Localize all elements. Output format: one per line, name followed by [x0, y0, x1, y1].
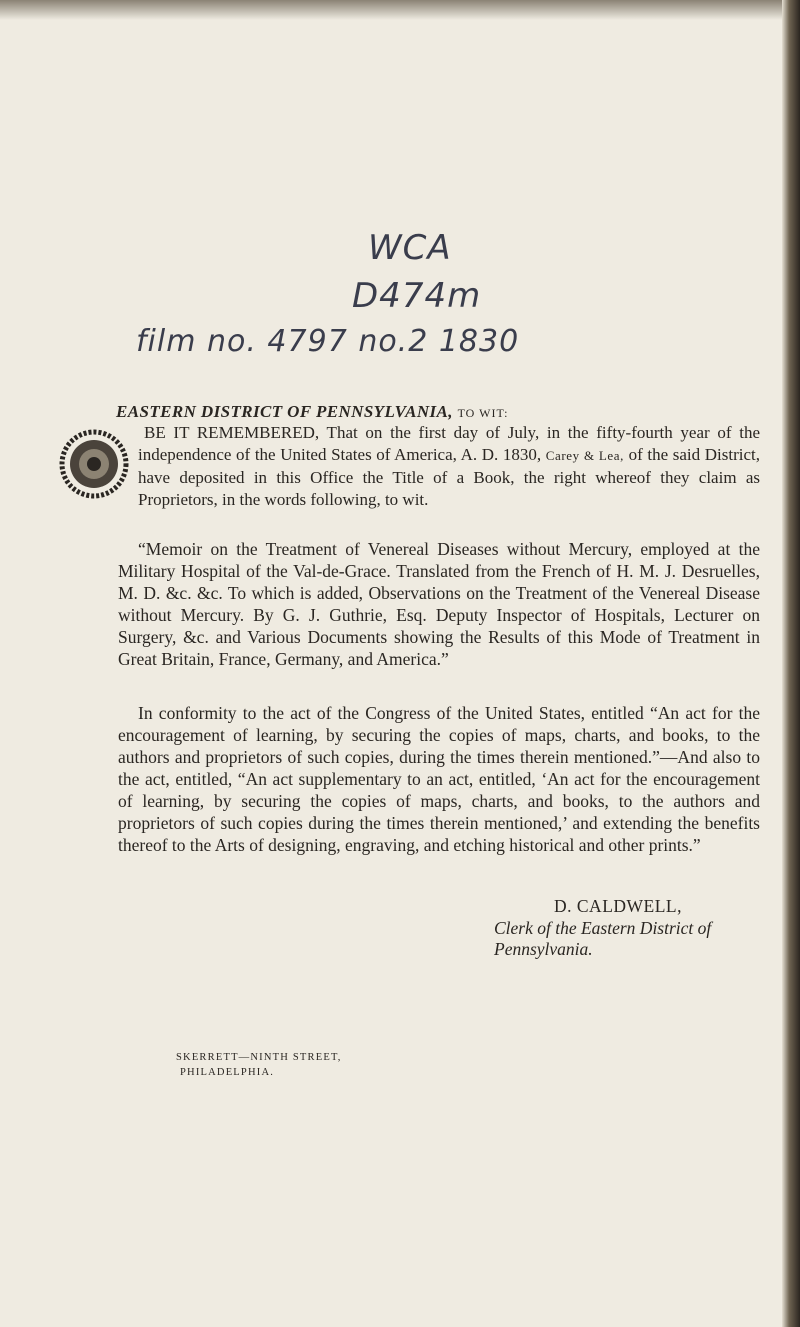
intro-text-2: of the said District, have deposited in this Office the Title of a Book, the right whereof they claim as Proprietors, in the words following, to wit. — [138, 445, 761, 509]
page-top-edge — [0, 0, 800, 20]
be-it-remembered: BE IT REMEMBERED, — [144, 423, 320, 442]
district-seal-icon — [58, 428, 130, 500]
district-heading — [116, 402, 509, 422]
conformity-text: In conformity to the act of the Congress of the United States, entitled “An act for the encouragement of learning, by securing the copies of maps, charts, and books, to the authors and proprietors of such copies, during the times therein mentioned.”—And also to the act, entitled, “An act supplementary to an act, entitled, ‘An act for the encouragement of learning, by securing the copies of maps, charts, and books, to the authors and proprietors of such copies during the times therein mentioned,’ and extending the benefits thereof to the Arts of designing, engraving, and etching historical and other prints.” — [118, 703, 760, 855]
to-wit: TO WIT: — [457, 406, 509, 420]
book-title: “Memoir on the Treatment of Venereal Diseases without Mercury, employed at the Military Hospital of the Val-de-Grace. Translated from the French of H. M. J. Desruelles, M. D. &c. &c. To which is added, Observations on the Treatment of the Venereal Disease without Mercury. By G. J. Guthrie, Esq. Deputy Inspector of Hospitals, Lecturer on Surgery, &c. and Various Documents showing the Results of this Mode of Treatment in Great Britain, France, Germany, and America.” — [118, 539, 760, 669]
publishers: Carey & Lea, — [545, 448, 625, 463]
intro-text-1: That on the first day of July, in the fifty-fourth year of the independence of the United States of America, A. D. 1830, — [138, 423, 761, 464]
handwritten-line-2: D474m — [352, 276, 482, 316]
handwritten-line-3: film no. 4797 no.2 1830 — [136, 324, 520, 359]
printer-line-1: SKERRETT—NINTH STREET, — [176, 1052, 342, 1063]
conformity-paragraph — [118, 702, 760, 856]
book-title-paragraph — [118, 538, 760, 670]
intro-paragraph — [138, 422, 760, 511]
printer-imprint — [176, 1050, 342, 1080]
printer-line-2: PHILADELPHIA. — [180, 1067, 275, 1078]
clerk-name: D. CALDWELL, — [554, 896, 682, 916]
clerk-title: Clerk of the Eastern District of Pennsylvania. — [494, 918, 712, 959]
district-name: EASTERN DISTRICT OF PENNSYLVANIA, — [116, 402, 453, 421]
handwritten-line-1: WCA — [368, 228, 452, 268]
page-right-edge — [782, 0, 800, 1327]
